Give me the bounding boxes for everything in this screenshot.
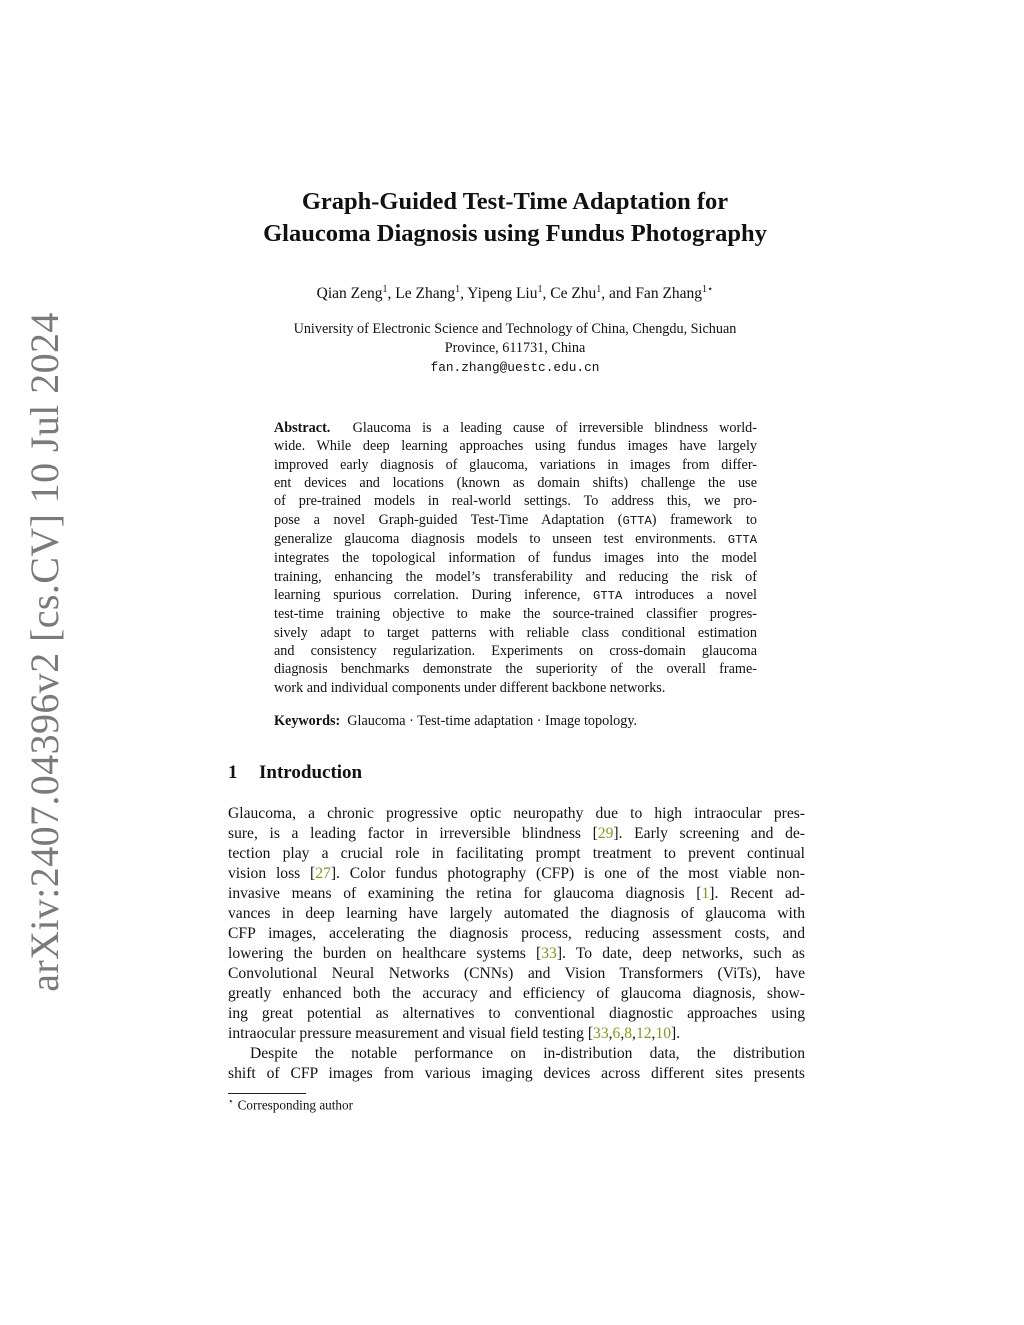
- footnote-rule: [228, 1093, 306, 1094]
- method-acronym: GTTA: [622, 513, 652, 528]
- body-line: shift of CFP images from various imaging devices across different sites presents: [228, 1065, 805, 1082]
- author-name: Le Zhang: [395, 285, 456, 303]
- abstract-text: ent devices and locations (known as domain shifts) challenge the use: [274, 475, 757, 492]
- abstract-text: sively adapt to target patterns with reliable class conditional estimation: [274, 624, 757, 641]
- abstract-text: generalize glaucoma diagnosis models to unseen test environments.: [274, 531, 716, 548]
- author-separator: , and: [601, 285, 636, 303]
- abstract-text: wide. While deep learning approaches using fundus images have largely: [274, 438, 757, 455]
- contact-email[interactable]: fan.zhang@uestc.edu.cn: [430, 360, 600, 375]
- body-line: ]. Early screening and de-: [613, 825, 805, 842]
- footnote-mark: ⋆: [228, 1096, 234, 1106]
- body-line: ]. To date, deep networks, such as: [556, 945, 805, 962]
- author-list: [180, 284, 850, 303]
- affiliation-line-2: Province, 611731, China: [444, 340, 586, 356]
- keywords-text: Glaucoma · Test-time adaptation · Image topology.: [347, 713, 638, 729]
- abstract-text: and consistency regularization. Experiments on cross-domain glaucoma: [274, 643, 757, 660]
- abstract-text: Glaucoma is a leading cause of irreversible blindness world-: [352, 420, 757, 436]
- author-name: Ce Zhu: [550, 285, 597, 303]
- author-separator: ,: [542, 285, 551, 303]
- section-title: Introduction: [259, 762, 363, 783]
- paper-title: [180, 186, 850, 250]
- body-line: ing great potential as alternatives to conventional diagnostic approaches using: [228, 1005, 805, 1022]
- title-line-2: Glaucoma Diagnosis using Fundus Photography: [263, 220, 767, 247]
- citation-link[interactable]: 27: [315, 865, 331, 882]
- author-separator: ,: [460, 285, 468, 303]
- abstract-label: Abstract.: [274, 420, 331, 436]
- body-line: invasive means of examining the retina for glaucoma diagnosis [: [228, 885, 702, 902]
- citation-link[interactable]: 8: [624, 1025, 633, 1042]
- citation-link[interactable]: 29: [597, 825, 614, 842]
- author-name: Qian Zeng: [316, 285, 383, 303]
- introduction-body: Glaucoma, a chronic progressive optic neuropathy due to high intraocular pres- sure, is a leading factor in irreversible blindness [29]. Early screening and de- tection play a crucial role in facilitating prompt treatment to prevent continual vision loss [27]. Color fundus photography (CFP) is one of the most viable non- invasive means of examining the retina for glaucoma diagnosis [1]. Recent ad- vances in deep learning have largely automated the diagnosis of glaucoma with CFP images, accelerating the diagnosis process, reducing assessment costs, and lowering the burden on healthcare systems [33]. To date, deep networks, such as Convolutional Neural Networks (CNNs) and Vision Transformers (ViTs), have greatly enhanced both the accuracy and efficiency of glaucoma diagnosis, show- ing great potential as alternatives to conventional diagnostic approaches using intraocular pressure measurement and visual field testing [33,6,8,12,10]. Despite the notable performance on in-distribution data, the distribution shift of CFP images from various imaging devices across different sites presents: [228, 805, 806, 1082]
- author-affiliation-mark: 1: [596, 284, 602, 295]
- footnote: [228, 1096, 353, 1113]
- body-line: ]. Color fundus photography (CFP) is one of the most viable non-: [330, 865, 805, 882]
- body-line: ].: [671, 1025, 681, 1042]
- body-line: vances in deep learning have largely automated the diagnosis of glaucoma with: [228, 905, 805, 922]
- body-line: CFP images, accelerating the diagnosis process, reducing assessment costs, and: [228, 925, 805, 942]
- method-acronym: GTTA: [593, 589, 623, 604]
- body-line: vision loss [: [228, 865, 316, 882]
- abstract-text: training, enhancing the model’s transferability and reducing the risk of: [274, 568, 757, 585]
- abstract-text: introduces a novel: [634, 587, 757, 604]
- footnote-text: Corresponding author: [237, 1097, 354, 1113]
- abstract-text: pose a novel Graph-guided Test-Time Adaptation (: [274, 511, 623, 528]
- abstract-text: work and individual components under different backbone networks.: [274, 679, 666, 696]
- body-line: greatly enhanced both the accuracy and efficiency of glaucoma diagnosis, show-: [228, 985, 805, 1002]
- body-line: intraocular pressure measurement and visual field testing [: [228, 1025, 594, 1042]
- author-affiliation-mark: 1: [382, 284, 388, 295]
- section-heading: [228, 762, 362, 784]
- citation-link[interactable]: 33: [541, 945, 557, 962]
- title-line-1: Graph-Guided Test-Time Adaptation for: [301, 188, 729, 215]
- section-number: 1: [228, 762, 238, 783]
- author-separator: ,: [387, 285, 396, 303]
- body-line: Glaucoma, a chronic progressive optic neuropathy due to high intraocular pres-: [228, 805, 805, 822]
- citation-link[interactable]: 1: [701, 885, 710, 902]
- body-line: lowering the burden on healthcare systems [: [228, 945, 542, 962]
- body-line: sure, is a leading factor in irreversible blindness [: [228, 825, 598, 842]
- author-affiliation-mark: 1: [455, 284, 461, 295]
- citation-link[interactable]: 10: [655, 1025, 672, 1042]
- keywords: [274, 712, 757, 730]
- abstract: [274, 419, 757, 697]
- citation-link[interactable]: 12: [635, 1025, 652, 1042]
- author-name: Yipeng Liu: [467, 285, 538, 303]
- body-line: Convolutional Neural Networks (CNNs) and Vision Transformers (ViTs), have: [228, 965, 805, 982]
- keywords-label: Keywords:: [274, 713, 341, 729]
- abstract-text: of pre-trained models in real-world settings. To address this, we pro-: [274, 493, 757, 510]
- citation-link[interactable]: 33: [593, 1025, 609, 1042]
- arxiv-identifier-stamp: arXiv:2407.04396v2 [cs.CV] 10 Jul 2024: [21, 312, 67, 992]
- abstract-text: ) framework to: [651, 511, 757, 528]
- abstract-text: integrates the topological information of fundus images into the model: [274, 550, 757, 567]
- body-line: Despite the notable performance on in-distribution data, the distribution: [250, 1045, 805, 1062]
- author-affiliation-mark: 1: [537, 284, 543, 295]
- abstract-text: diagnosis benchmarks demonstrate the superiority of the overall frame-: [274, 661, 757, 678]
- body-line: ]. Recent ad-: [709, 885, 806, 902]
- abstract-text: learning spurious correlation. During inference,: [274, 587, 581, 604]
- affiliation-block: [200, 320, 830, 377]
- author-name: Fan Zhang: [635, 285, 703, 303]
- abstract-text: improved early diagnosis of glaucoma, variations in images from differ-: [274, 456, 757, 473]
- method-acronym: GTTA: [727, 533, 758, 548]
- abstract-text: test-time training objective to make the source-trained classifier progres-: [274, 606, 757, 623]
- affiliation-line-1: University of Electronic Science and Technology of China, Chengdu, Sichuan: [293, 321, 737, 337]
- body-line: tection play a crucial role in facilitating prompt treatment to prevent continual: [228, 845, 805, 862]
- author-affiliation-mark: 1⋆: [702, 284, 714, 295]
- citation-link[interactable]: 6: [612, 1025, 621, 1042]
